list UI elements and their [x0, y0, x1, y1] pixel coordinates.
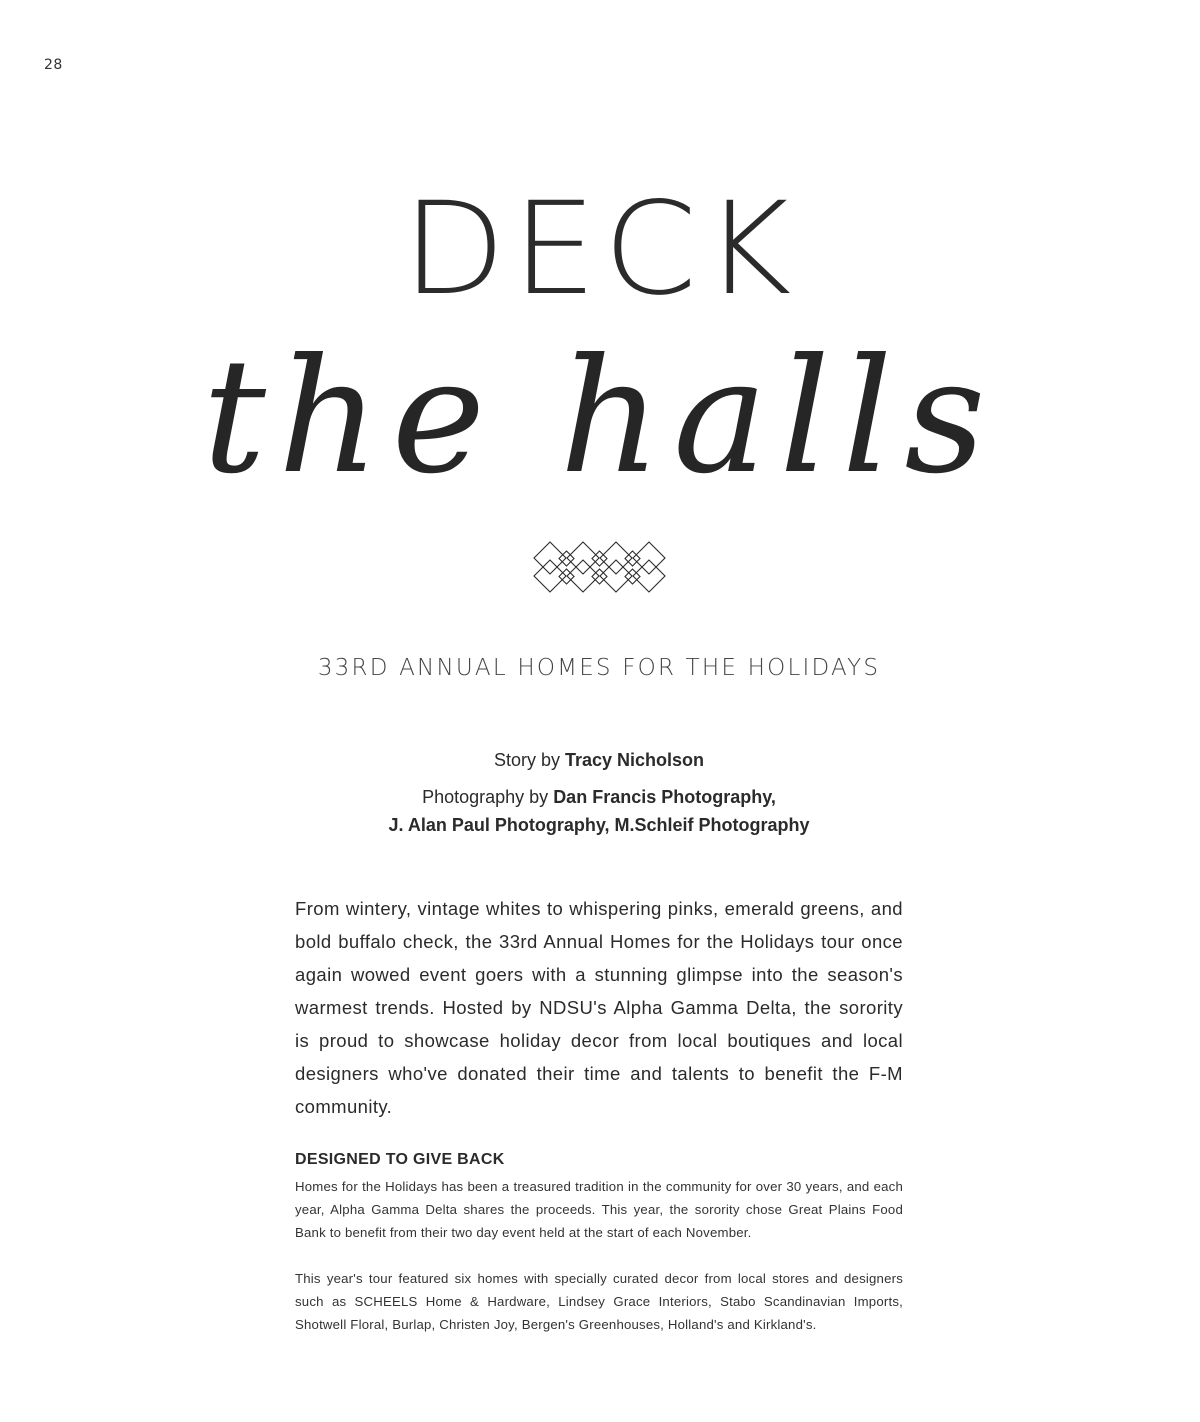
- photo-credit-line-1: [295, 783, 903, 811]
- photo-credit-line-2: [295, 811, 903, 839]
- event-subtitle: 33RD ANNUAL HOMES FOR THE HOLIDAYS: [317, 655, 881, 681]
- photo-prefix: Photography by: [422, 787, 554, 807]
- photo-credit-1: Dan Francis Photography,: [553, 787, 776, 807]
- photo-credit-2: J. Alan Paul Photography, M.Schleif Photography: [388, 815, 810, 835]
- story-credit: [295, 746, 903, 774]
- intro-paragraph: From wintery, vintage whites to whispering pinks, emerald greens, and bold buffalo check, the 33rd Annual Homes for the Holidays tour once again wowed event goers with a stunning glimpse into the season's warmest trends. Hosted by NDSU's Alpha Gamma Delta, the sorority is proud to showcase holiday decor from local boutiques and local designers who've donated their time and talents to benefit the F-M community.: [295, 898, 903, 1117]
- diamond-lattice-ornament-icon: [532, 540, 668, 596]
- story-author: Tracy Nicholson: [564, 750, 705, 770]
- section-heading: DESIGNED TO GIVE BACK: [295, 1151, 505, 1168]
- title-deck: DECK: [402, 175, 798, 324]
- page-number: 28: [44, 57, 63, 73]
- body-paragraph-2: This year's tour featured six homes with specially curated decor from local stores and designers such as SCHEELS Home & Hardware, Lindsey Grace Interiors, Stabo Scandinavian Imports, Shotwell Floral, Burlap, Christen Joy, Bergen's Greenhouses, Holland's and Kirkland's.: [295, 1271, 903, 1332]
- title-the-halls: the halls: [202, 325, 998, 509]
- body-paragraph-1: Homes for the Holidays has been a treasured tradition in the community for over 30 years, and each year, Alpha Gamma Delta shares the proceeds. This year, the sorority chose Great Plains Food Bank to benefit from their two day event held at the start of each November.: [295, 1179, 903, 1240]
- credits-block: [295, 746, 903, 839]
- story-prefix: Story by: [493, 750, 565, 770]
